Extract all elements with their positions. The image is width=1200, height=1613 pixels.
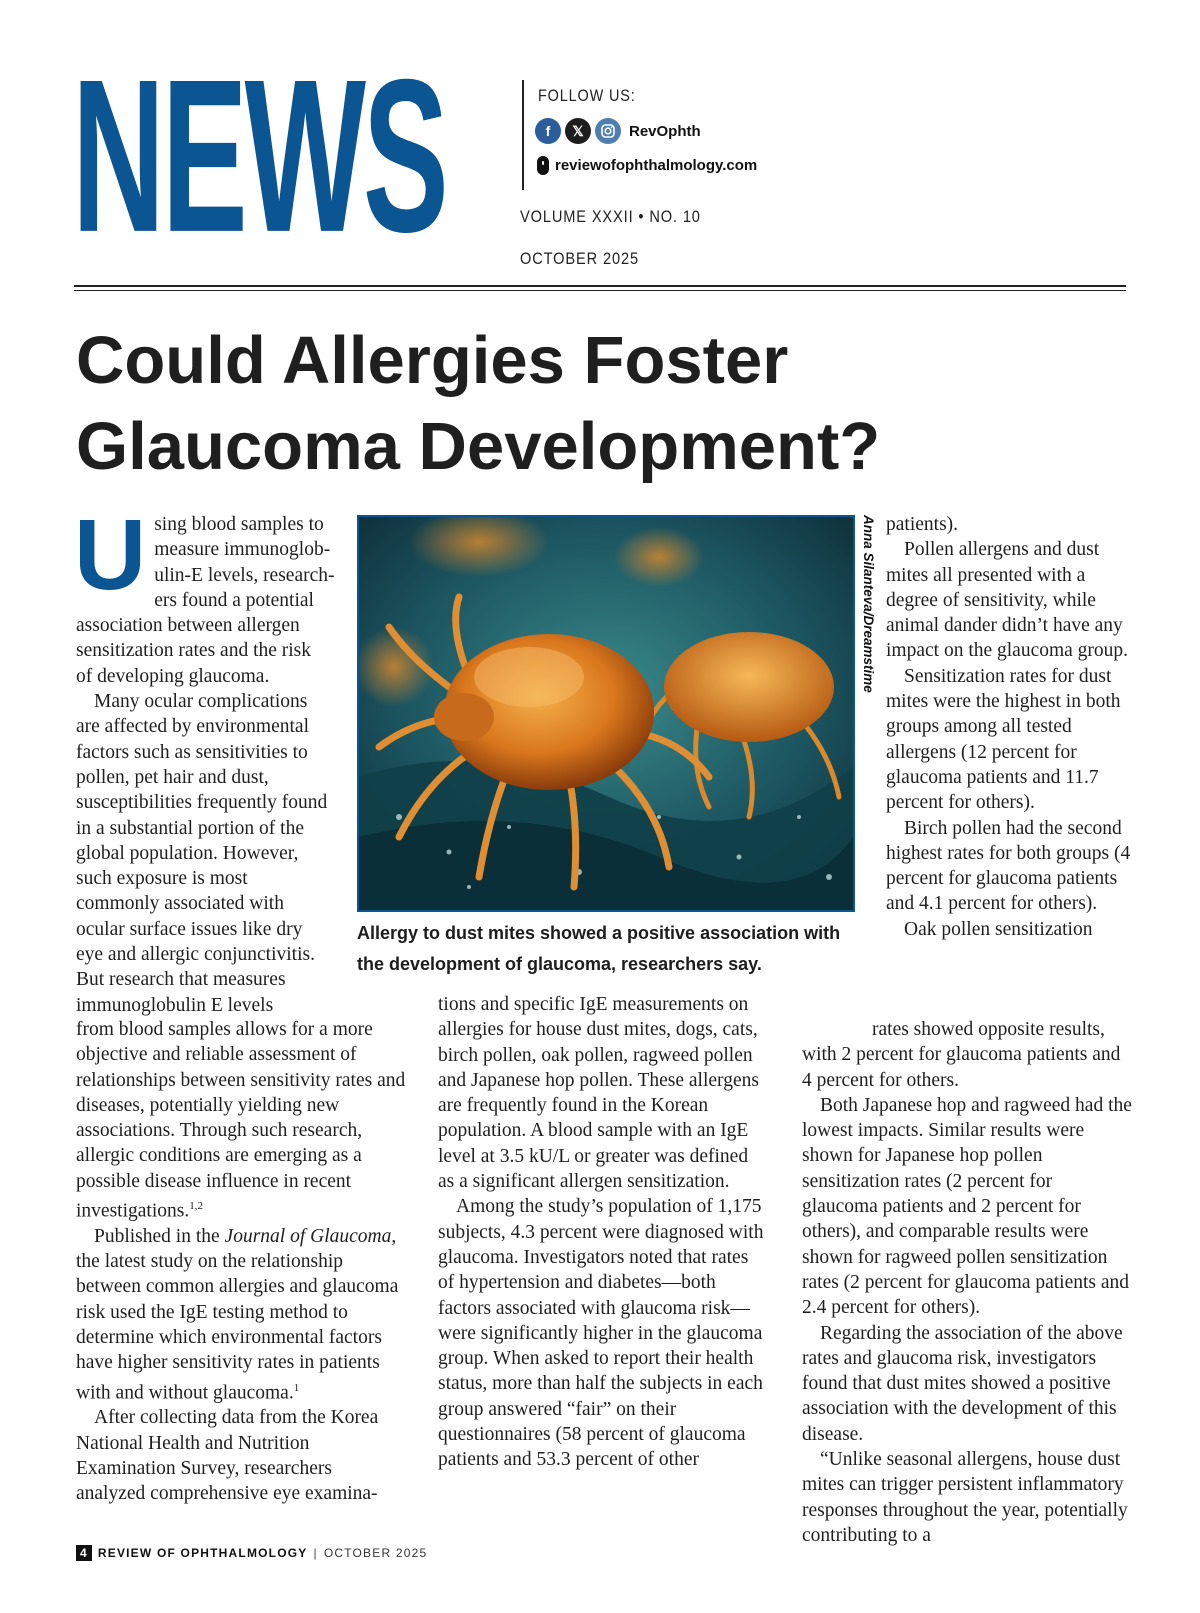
paragraph: Oak pollen sensitization [904, 918, 1093, 940]
dust-mite-photo [357, 515, 855, 912]
x-icon[interactable]: 𝕏 [565, 118, 591, 144]
figure-caption [357, 918, 857, 980]
article-column-2 [438, 992, 768, 1473]
follow-us-label: FOLLOW US: [538, 86, 636, 105]
col1-line: ers found a potential [154, 589, 314, 611]
paragraph: “Unlike seasonal allergens, house dust mites can trigger persistent inflammatory responses throughout the year, potentially contributing to a [802, 1449, 1128, 1546]
photo-credit: Anna Silanteva/Dreamstime [861, 515, 876, 693]
caption-line: Allergy to dust mites showed a positive association with [357, 923, 841, 943]
volume-issue: VOLUME XXXII • NO. 10 [520, 207, 701, 226]
article-headline [76, 318, 1076, 490]
social-links [535, 118, 701, 144]
paragraph: rates showed opposite results, with 2 percent for glaucoma patients and 4 percent for others. [802, 1019, 1121, 1091]
masthead-divider [522, 80, 524, 190]
paragraph: patients). [886, 514, 959, 535]
citation: 1,2 [189, 1200, 203, 1213]
article-column-1 [74, 499, 386, 1018]
paragraph: Regarding the association of the above rates and glaucoma risk, investigators found that dust mites showed a positive association with the development of this disease. [802, 1322, 1123, 1445]
drop-cap: U [74, 499, 147, 611]
caption-line: the development of glaucoma, researchers say. [357, 954, 762, 974]
website-link[interactable]: reviewofophthalmology.com [555, 157, 758, 174]
publication-name: REVIEW OF OPHTHALMOLOGY [97, 1546, 308, 1560]
paragraph: Pollen allergens and dust mites all presented with a degree of sensitivity, while animal dander didn’t have any impact on the glaucoma group. [886, 539, 1129, 662]
paragraph-text: , the latest study on the relationship between common allergies and glaucoma risk used the IgE testing method to determine which environmental factors have higher sensitivity rates in patients with and without glaucoma. [76, 1225, 399, 1404]
issue-date: OCTOBER 2025 [520, 249, 639, 268]
col1-line: sing blood samples to [154, 514, 324, 535]
paragraph: Among the study’s population of 1,175 subjects, 4.3 percent were diagnosed with glaucoma. Investigators noted that rates of hypertension and diabetes—both factors associated with glaucoma risk—were significantly higher in the glaucoma group. When asked to report their health status, more than half the subjects in each group answered “fair” on their questionnaires (58 percent of glaucoma patients and 53.3 percent of other [438, 1196, 764, 1471]
dust-mite-illustration [359, 517, 853, 910]
article-column-3 [886, 512, 1131, 942]
header-rule-thin [74, 290, 1126, 291]
paragraph: After collecting data from the Korea National Health and Nutrition Examination Survey, researchers analyzed comprehensive eye examina- [76, 1407, 379, 1505]
header-rule [74, 285, 1126, 287]
facebook-icon[interactable]: f [535, 118, 561, 144]
paragraph-text: from blood samples allows for a more objective and reliable assessment of relationships between sensitivity rates and diseases, potentially yielding new associations. Through such research, allergic conditions are emerging as a possible disease influence in recent investigations. [76, 1019, 406, 1222]
paragraph: Sensitization rates for dust mites were the highest in both groups among all tested allergens (12 percent for glaucoma patients and 11.7 percent for others). [886, 665, 1121, 814]
paragraph [76, 1017, 406, 1224]
instagram-icon[interactable] [595, 118, 621, 144]
article-column-3-lower [802, 1017, 1132, 1548]
paragraph-text: Published in the [94, 1225, 225, 1247]
headline-line-2: Glaucoma Development? [76, 409, 881, 484]
col1-line: measure immunoglob- [154, 539, 331, 561]
paragraph: Birch pollen had the second highest rates for both groups (4 percent for glaucoma patients and 4.1 percent for others). [886, 817, 1131, 915]
headline-line-1: Could Allergies Foster [76, 323, 789, 398]
footer-date: OCTOBER 2025 [323, 1546, 428, 1560]
paragraph: Both Japanese hop and ragweed had the lowest impacts. Similar results were shown for Japanese hop pollen sensitization rates (2 percent for glaucoma patients and 2 percent for others), and comparable results were shown for ragweed pollen sensitization rates (2 percent for glaucoma patients and 2.4 percent for others). [802, 1094, 1132, 1319]
website-row [537, 156, 757, 175]
page-footer [76, 1545, 427, 1561]
paragraph: association between allergen sensitization rates and the risk of developing glaucoma. [76, 615, 312, 687]
paragraph: tions and specific IgE measurements on allergies for house dust mites, dogs, cats, birch pollen, oak pollen, ragweed pollen and Japanese hop pollen. These allergens are frequently found in the Korean population. A blood sample with an IgE level at 3.5 kU/L or greater was defined as a significant allergen sensitization. [438, 994, 759, 1193]
paragraph [76, 1224, 406, 1406]
citation: 1 [293, 1381, 300, 1394]
paragraph: Many ocular complications are affected by environmental factors such as sensitivities to pollen, pet hair and dust, susceptibilities frequently found in a substantial portion of the global population. However, such exposure is most commonly associated with ocular surface issues like dry eye and allergic conjunctivitis. But research that measures immunoglobulin E levels [76, 691, 328, 1016]
mouse-icon [537, 156, 549, 175]
news-masthead: NEWS [72, 34, 446, 278]
journal-title: Journal of Glaucoma [224, 1225, 392, 1247]
footer-separator: | [313, 1546, 318, 1560]
social-handle[interactable]: RevOphth [629, 122, 701, 140]
page-number: 4 [76, 1545, 92, 1561]
article-column-1-lower [76, 1017, 406, 1507]
col1-line: ulin-E levels, research- [154, 564, 335, 586]
